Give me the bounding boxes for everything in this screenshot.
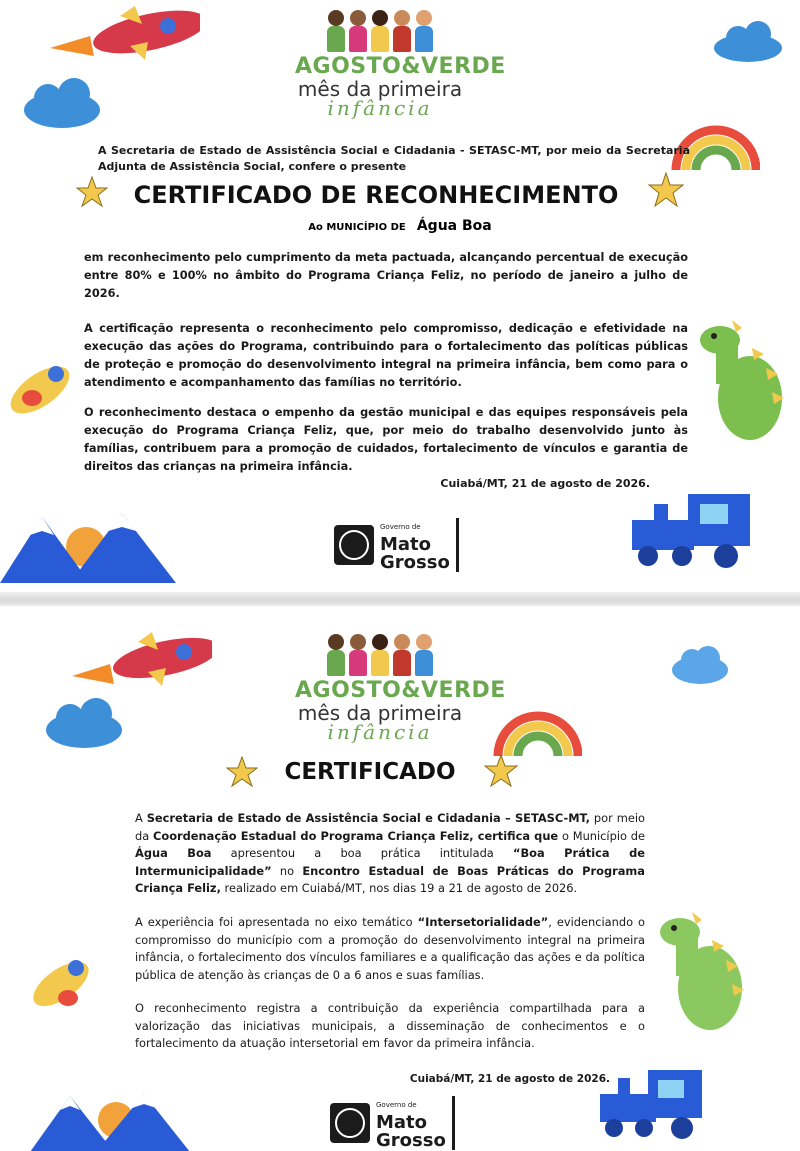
cloud-drawing (670, 642, 730, 686)
coordenacao-name: Coordenação Estadual do Programa Criança Feliz, (153, 828, 474, 843)
p1-part: A (135, 811, 147, 825)
gov-logo-line1: Mato (380, 534, 432, 555)
logo-title: AGOSTO&VERDE (295, 678, 506, 703)
gov-logo-line2: Grosso (376, 1130, 446, 1151)
p1-part: apresentou a boa prática intitulada (211, 846, 513, 860)
event-name: Encontro Estadual de Boas Práticas do Programa Criança Feliz, (135, 863, 645, 895)
date-text: Cuiabá/MT, 21 de agosto de 2026. (409, 1073, 610, 1085)
recipient-name: Água Boa (416, 218, 492, 234)
theme-name: “Intersetorialidade” (417, 915, 549, 929)
rainbow-drawing (492, 694, 582, 758)
train-drawing (628, 490, 754, 572)
paragraph-1: em reconhecimento pelo cumprimento da meta pactuada, alcançando percentual de execução entre 80% e 100% no âmbito do Programa Criança Feliz, no período de janeiro a julho de 2026. (84, 251, 688, 300)
paragraph-3: O reconhecimento registra a contribuição da experiência compartilhada para a valorização das iniciativas municipais, a disseminação de conhecimentos e o fortalecimento da atuação intersetorial em favor da primeira infância. (135, 1001, 645, 1050)
p1-part: por meio da (135, 811, 645, 843)
logo-title: AGOSTO&VERDE (295, 54, 506, 79)
p1-part: o Município de (558, 828, 645, 843)
certificate-title: CERTIFICADO DE RECONHECIMENTO (133, 181, 619, 209)
dinosaur-drawing (652, 910, 748, 1038)
paragraph-1 (135, 810, 645, 898)
recipient-prefix: Ao MUNICÍPIO DE (308, 222, 406, 233)
gov-logo-small: Governo de (376, 1101, 417, 1109)
intro-text: A Secretaria de Estado de Assistência Social e Cidadania - SETASC-MT, por meio da Secretaria Adjunta de Assistência Social, confere o presente (98, 144, 690, 173)
cloud-drawing (712, 18, 784, 64)
practice-title: “Boa Prática de Intermunicipalidade” (135, 846, 645, 878)
airplane-drawing (26, 946, 96, 1018)
logo-subtitle: mês da primeira (297, 77, 463, 101)
gov-mato-grosso-logo (330, 1096, 455, 1150)
secretaria-name: Secretaria de Estado de Assistência Social e Cidadania – SETASC-MT, (146, 811, 590, 825)
date-text: Cuiabá/MT, 21 de agosto de 2026. (440, 477, 650, 490)
gov-logo-line1: Mato (376, 1112, 428, 1133)
p1-part: realizado em Cuiabá/MT, nos dias 19 a 21 de agosto de 2026. (220, 881, 578, 895)
logo-script: infância (327, 720, 433, 744)
star-icon (648, 172, 684, 208)
gov-mato-grosso-logo (334, 518, 459, 572)
municipio-name: Água Boa (135, 846, 212, 860)
p1-part: certifica que (473, 828, 559, 843)
paragraph-2 (135, 914, 645, 984)
train-drawing (596, 1066, 706, 1144)
p1-part: no (271, 863, 303, 878)
cloud-drawing (44, 696, 124, 752)
airplane-drawing (4, 352, 76, 426)
rocket-drawing (72, 630, 212, 688)
agosto-verde-logo (295, 634, 506, 744)
mountains-drawing (30, 1090, 190, 1151)
star-icon (76, 176, 108, 208)
children-illustration (295, 634, 465, 678)
gov-logo-small: Governo de (380, 523, 421, 531)
p2-part: A experiência foi apresentada no eixo temático (135, 915, 418, 929)
paragraph-3: O reconhecimento destaca o empenho da gestão municipal e das equipes responsáveis pela execução do Programa Criança Feliz, que, por meio do trabalho desenvolvido junto às famílias, contribuem para a promoção de cuidados, fortalecimento de vínculos e garantia de direitos das crianças na primeira infância. (84, 406, 688, 473)
recipient-line (250, 215, 550, 238)
paragraph-2: A certificação representa o reconhecimento pelo compromisso, dedicação e efetividade na execução das ações do Programa, contribuindo para o fortalecimento das políticas públicas de proteção e promoção do desenvolvimento integral na primeira infância, bem como para o atendimento e acompanhamento das famílias no território. (84, 322, 688, 389)
cloud-drawing (22, 76, 104, 132)
star-icon (226, 756, 258, 788)
gov-logo-line2: Grosso (380, 552, 450, 573)
state-emblem-icon (330, 1103, 370, 1143)
certificate-title: CERTIFICADO (284, 759, 456, 785)
logo-subtitle: mês da primeira (297, 701, 463, 725)
star-icon (484, 754, 518, 788)
p2-part: , evidenciando o compromisso do município com a promoção do desenvolvimento integral na primeira infância, o fortalecimento dos vínculos familiares e a qualificação das ações e da política pública de atenção às crianças de 0 a 6 anos e suas famílias. (135, 915, 646, 982)
dinosaur-drawing (692, 318, 788, 448)
mountains-drawing (0, 505, 176, 585)
rocket-drawing (50, 6, 200, 64)
state-emblem-icon (334, 525, 374, 565)
children-illustration (295, 10, 465, 54)
certificate-good-practice (0, 606, 800, 1151)
logo-script: infância (327, 96, 433, 120)
agosto-verde-logo (295, 10, 506, 120)
